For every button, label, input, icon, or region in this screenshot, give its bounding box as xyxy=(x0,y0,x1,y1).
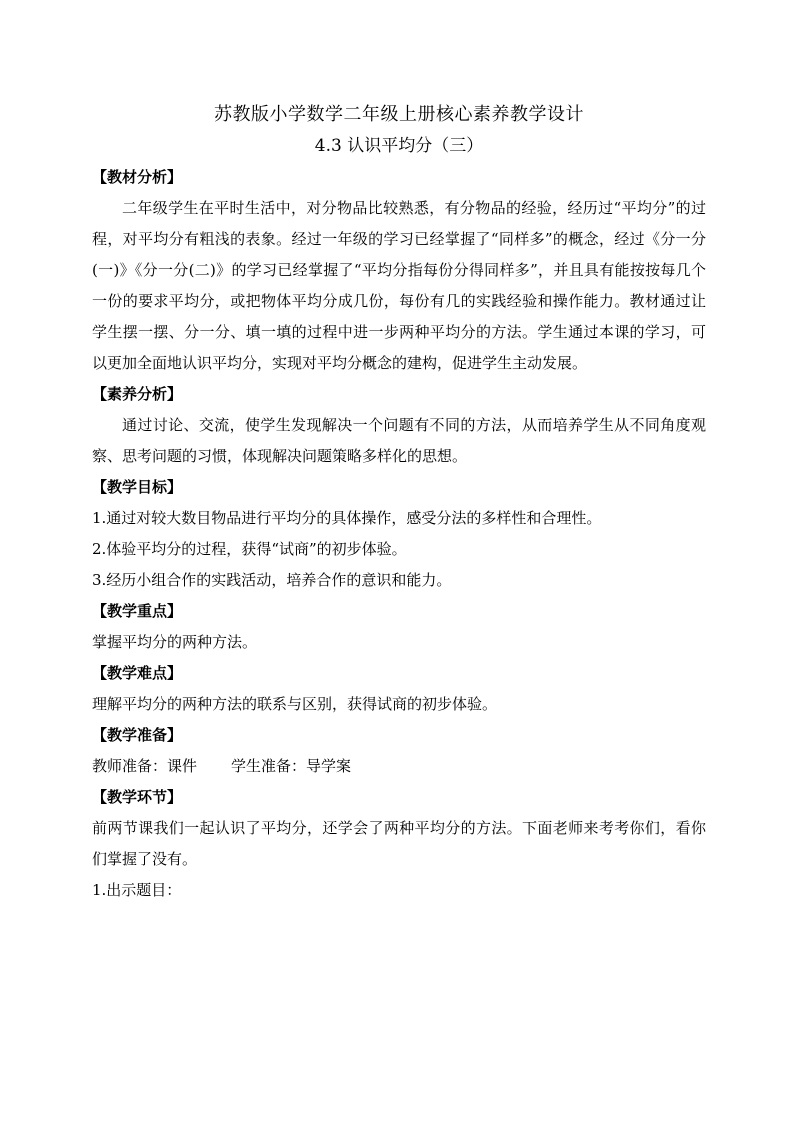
preparation-line xyxy=(92,751,706,782)
section-heading: 【教学准备】 xyxy=(92,726,183,744)
section-teaching-process xyxy=(92,782,706,906)
section-heading: 【教学重点】 xyxy=(92,602,183,620)
section-heading: 【教学环节】 xyxy=(92,788,183,806)
section-teaching-goals xyxy=(92,472,706,596)
section-key-points xyxy=(92,596,706,658)
section-paragraph: 通过讨论、交流，使学生发现解决一个问题有不同的方法，从而培养学生从不同角度观察、思考问题的习惯，体现解决问题策略多样化的思想。 xyxy=(92,416,706,465)
section-heading: 【教学目标】 xyxy=(92,478,183,496)
section-text: 掌握平均分的两种方法。 xyxy=(92,633,258,651)
document-page xyxy=(92,100,706,906)
goal-item: 2.体验平均分的过程，获得“试商”的初步体验。 xyxy=(92,540,407,558)
section-difficulties xyxy=(92,658,706,720)
section-heading: 【教材分析】 xyxy=(92,168,183,186)
student-preparation: 学生准备：导学案 xyxy=(231,757,352,775)
section-preparation xyxy=(92,720,706,782)
section-heading: 【教学难点】 xyxy=(92,664,183,682)
document-title: 苏教版小学数学二年级上册核心素养教学设计 xyxy=(214,104,584,125)
section-paragraph: 前两节课我们一起认识了平均分，还学会了两种平均分的方法。下面老师来考考你们，看你们掌握了没有。 xyxy=(92,819,706,868)
section-paragraph: 二年级学生在平时生活中，对分物品比较熟悉，有分物品的经验，经历过“平均分”的过程，对平均分有粗浅的表象。经过一年级的学习已经掌握了“同样多”的概念，经过《分一分(一)》《分一分(二)》的学习已经掌握了“平均分指每份分得同样多”，并且具有能按按每几个一份的要求平均分，或把物体平均分成几份，每份有几的实践经验和操作能力。教材通过让学生摆一摆、分一分、填一填的过程中进一步两种平均分的方法。学生通过本课的学习，可以更加全面地认识平均分，实现对平均分概念的建构，促进学生主动发展。 xyxy=(92,199,706,372)
teacher-preparation: 教师准备：课件 xyxy=(92,757,198,775)
section-literacy-analysis xyxy=(92,379,706,472)
goal-item: 1.通过对较大数目物品进行平均分的具体操作，感受分法的多样性和合理性。 xyxy=(92,509,602,527)
section-heading: 【素养分析】 xyxy=(92,385,183,403)
section-textbook-analysis xyxy=(92,162,706,379)
section-text: 理解平均分的两种方法的联系与区别，获得试商的初步体验。 xyxy=(92,695,498,713)
goal-item: 3.经历小组合作的实践活动，培养合作的意识和能力。 xyxy=(92,571,452,589)
lesson-title: 4.3 认识平均分（三） xyxy=(314,136,484,156)
process-step: 1.出示题目： xyxy=(92,881,182,899)
